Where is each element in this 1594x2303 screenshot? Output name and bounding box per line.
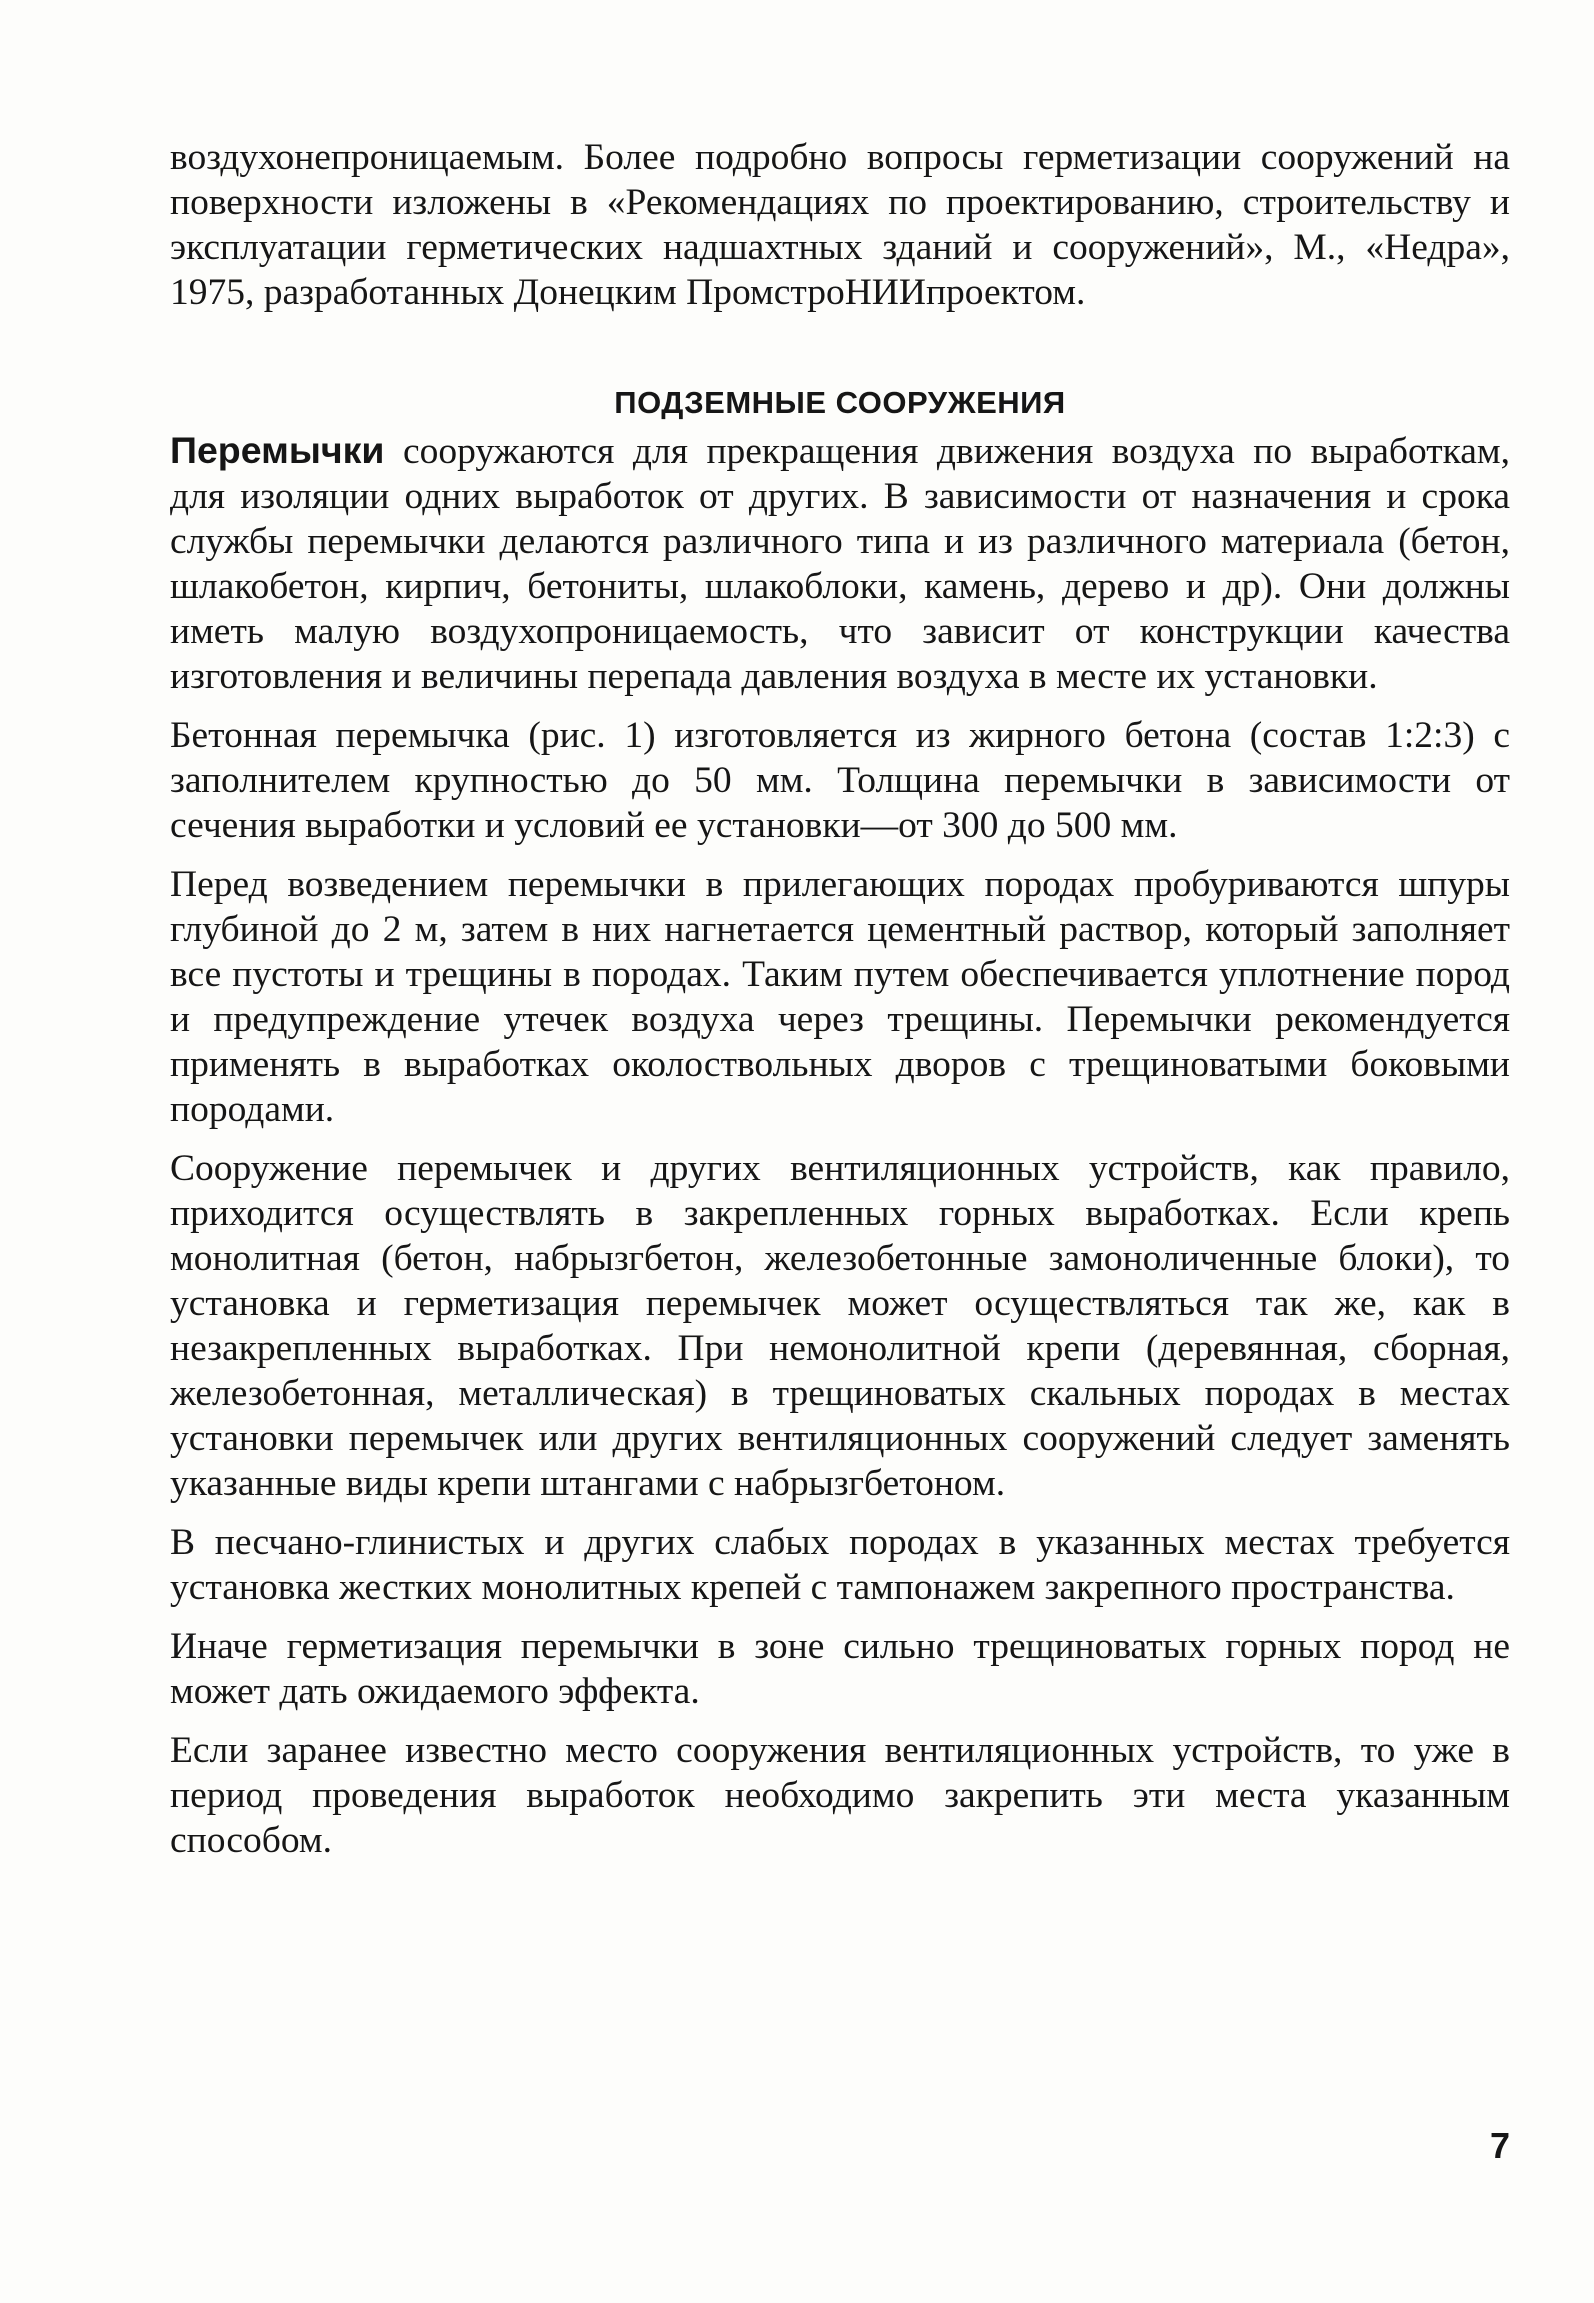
paragraph-drilling: Перед возведением перемычки в прилегающих породах пробуриваются шпуры глубиной до 2 м, затем в них нагнетается цементный раствор, который заполняет все пустоты и трещины в породах. Таким путем обеспечивается уплотнение пород и предупреждение утечек воздуха через трещины. Перемычки рекомендуется применять в выработках околоствольных дворов с трещиноватыми боковыми породами.	[170, 864, 1510, 1130]
paragraph-sealing-effect: Иначе герметизация перемычки в зоне сильно трещиноватых горных пород не может дать ожидаемого эффекта.	[170, 1626, 1510, 1712]
paragraph-construction: Сооружение перемычек и других вентиляционных устройств, как правило, приходится осуществлять в закрепленных горных выработках. Если крепь монолитная (бетон, набрызгбетон, железобетонные замоноличенные блоки), то установка и герметизация перемычек может осуществляться так же, как в незакрепленных выработках. При немонолитной крепи (деревянная, сборная, железобетонная, металлическая) в трещиноватых скальных породах в местах установки перемычек или других вентиляционных сооружений следует заменять указанные виды крепи штангами с набрызгбетоном.	[170, 1148, 1510, 1504]
intro-paragraph: воздухонепроницаемым. Более подробно вопросы герметизации сооружений на поверхности изложены в «Рекомендациях по проектированию, строительству и эксплуатации герметических надшахтных зданий и сооружений», М., «Недра», 1975, разработанных Донецким ПромстроНИИпроектом.	[170, 137, 1510, 313]
section-heading: ПОДЗЕМНЫЕ СООРУЖЕНИЯ	[614, 385, 1066, 420]
paragraph-advance-planning: Если заранее известно место сооружения вентиляционных устройств, то уже в период проведения выработок необходимо закрепить эти места указанным способом.	[170, 1730, 1510, 1861]
page-number: 7	[1489, 2125, 1510, 2166]
paragraph-peremychki	[170, 428, 1510, 699]
paragraph-text: сооружаются для прекращения движения воздуха по выработкам, для изоляции одних выработок от других. В зависимости от назначения и срока службы перемычки делаются различного типа и из различного материала (бетон, шлакобетон, кирпич, бетониты, шлакоблоки, камень, дерево и др). Они должны иметь малую воздухопроницаемость, что зависит от конструкции качества изготовления и величины перепада давления воздуха в месте их установки.	[170, 431, 1511, 697]
paragraph-weak-rocks: В песчано-глинистых и других слабых породах в указанных местах требуется установка жестких монолитных крепей с тампонажем закрепного пространства.	[170, 1522, 1510, 1608]
paragraph-concrete-bulkhead: Бетонная перемычка (рис. 1) изготовляется из жирного бетона (состав 1:2:3) с заполнителем крупностью до 50 мм. Толщина перемычки в зависимости от сечения выработки и условий ее установки—от 300 до 500 мм.	[170, 715, 1510, 846]
lead-term: Перемычки	[170, 429, 385, 471]
section-body	[170, 428, 1510, 1877]
